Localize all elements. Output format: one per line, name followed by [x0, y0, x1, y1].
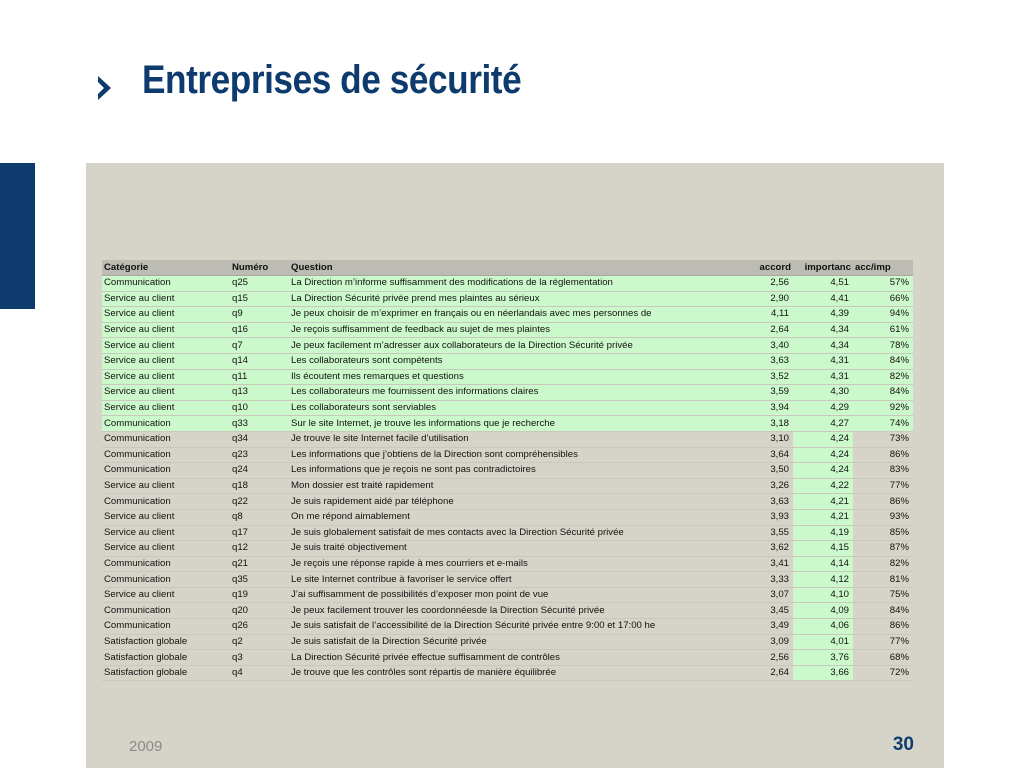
- cell-accord: 3,10: [735, 431, 793, 447]
- cell-numero: q24: [230, 463, 289, 479]
- cell-acc-imp: 92%: [853, 400, 913, 416]
- cell-numero: q3: [230, 650, 289, 666]
- cell-categorie: Service au client: [102, 525, 230, 541]
- cell-importance: 4,12: [793, 572, 853, 588]
- cell-numero: q25: [230, 276, 289, 292]
- cell-question: Les informations que je reçois ne sont pas contradictoires: [289, 463, 735, 479]
- cell-importance: 4,39: [793, 307, 853, 323]
- side-accent-bar: [0, 163, 35, 309]
- table-row: [102, 509, 913, 525]
- cell-accord: 3,26: [735, 478, 793, 494]
- table-row: [102, 385, 913, 401]
- cell-question: Ils écoutent mes remarques et questions: [289, 369, 735, 385]
- cell-question: Les collaborateurs sont serviables: [289, 400, 735, 416]
- cell-categorie: Communication: [102, 603, 230, 619]
- cell-acc-imp: 74%: [853, 416, 913, 432]
- cell-categorie: Service au client: [102, 291, 230, 307]
- cell-categorie: Service au client: [102, 322, 230, 338]
- cell-accord: 3,63: [735, 494, 793, 510]
- cell-numero: q23: [230, 447, 289, 463]
- cell-importance: 4,24: [793, 463, 853, 479]
- cell-question: Je suis traité objectivement: [289, 541, 735, 557]
- cell-question: Les collaborateurs me fournissent des informations claires: [289, 385, 735, 401]
- cell-importance: 3,66: [793, 665, 853, 681]
- cell-numero: q35: [230, 572, 289, 588]
- cell-question: Je suis satisfait de la Direction Sécurité privée: [289, 634, 735, 650]
- cell-numero: q13: [230, 385, 289, 401]
- cell-categorie: Communication: [102, 463, 230, 479]
- cell-question: Je reçois suffisamment de feedback au sujet de mes plaintes: [289, 322, 735, 338]
- cell-acc-imp: 72%: [853, 665, 913, 681]
- cell-accord: 2,56: [735, 650, 793, 666]
- cell-question: Je suis satisfait de l’accessibilité de la Direction Sécurité privée entre 9:00 et 17:00 he: [289, 619, 735, 635]
- table-row: [102, 478, 913, 494]
- cell-categorie: Communication: [102, 619, 230, 635]
- table-row: [102, 494, 913, 510]
- cell-acc-imp: 86%: [853, 619, 913, 635]
- cell-numero: q9: [230, 307, 289, 323]
- cell-accord: 3,52: [735, 369, 793, 385]
- cell-question: Les informations que j’obtiens de la Direction sont compréhensibles: [289, 447, 735, 463]
- cell-accord: 3,59: [735, 385, 793, 401]
- cell-question: Je peux facilement trouver les coordonnéesde la Direction Sécurité privée: [289, 603, 735, 619]
- table-row: [102, 634, 913, 650]
- cell-question: Je peux facilement m’adresser aux collaborateurs de la Direction Sécurité privée: [289, 338, 735, 354]
- cell-importance: 4,29: [793, 400, 853, 416]
- cell-numero: q4: [230, 665, 289, 681]
- cell-importance: 4,41: [793, 291, 853, 307]
- cell-categorie: Service au client: [102, 353, 230, 369]
- table-row: [102, 369, 913, 385]
- cell-accord: 2,64: [735, 322, 793, 338]
- table-body: [102, 276, 913, 681]
- cell-categorie: Service au client: [102, 385, 230, 401]
- cell-question: Les collaborateurs sont compétents: [289, 353, 735, 369]
- table-row: [102, 276, 913, 292]
- cell-categorie: Service au client: [102, 478, 230, 494]
- cell-importance: 4,14: [793, 556, 853, 572]
- cell-accord: 3,64: [735, 447, 793, 463]
- cell-acc-imp: 81%: [853, 572, 913, 588]
- cell-importance: 4,15: [793, 541, 853, 557]
- cell-categorie: Service au client: [102, 509, 230, 525]
- cell-acc-imp: 77%: [853, 478, 913, 494]
- table-row: [102, 525, 913, 541]
- cell-acc-imp: 78%: [853, 338, 913, 354]
- cell-numero: q12: [230, 541, 289, 557]
- cell-importance: 4,21: [793, 509, 853, 525]
- cell-acc-imp: 86%: [853, 494, 913, 510]
- cell-numero: q10: [230, 400, 289, 416]
- cell-question: Je trouve que les contrôles sont répartis de manière équilibrée: [289, 665, 735, 681]
- cell-importance: 4,27: [793, 416, 853, 432]
- cell-question: J’ai suffisamment de possibilités d’exposer mon point de vue: [289, 587, 735, 603]
- cell-numero: q16: [230, 322, 289, 338]
- cell-numero: q33: [230, 416, 289, 432]
- cell-numero: q20: [230, 603, 289, 619]
- cell-question: Mon dossier est traité rapidement: [289, 478, 735, 494]
- cell-question: Sur le site Internet, je trouve les informations que je recherche: [289, 416, 735, 432]
- cell-numero: q14: [230, 353, 289, 369]
- cell-accord: 3,63: [735, 353, 793, 369]
- cell-accord: 3,93: [735, 509, 793, 525]
- cell-question: On me répond aimablement: [289, 509, 735, 525]
- cell-categorie: Service au client: [102, 338, 230, 354]
- cell-numero: q34: [230, 431, 289, 447]
- cell-acc-imp: 82%: [853, 556, 913, 572]
- cell-numero: q19: [230, 587, 289, 603]
- cell-question: Je suis rapidement aidé par téléphone: [289, 494, 735, 510]
- cell-acc-imp: 73%: [853, 431, 913, 447]
- cell-importance: 4,51: [793, 276, 853, 292]
- cell-accord: 3,45: [735, 603, 793, 619]
- cell-importance: 4,19: [793, 525, 853, 541]
- cell-acc-imp: 61%: [853, 322, 913, 338]
- cell-numero: q15: [230, 291, 289, 307]
- cell-acc-imp: 84%: [853, 353, 913, 369]
- cell-accord: 2,64: [735, 665, 793, 681]
- cell-importance: 4,34: [793, 338, 853, 354]
- table-row: [102, 291, 913, 307]
- cell-acc-imp: 57%: [853, 276, 913, 292]
- cell-accord: 2,56: [735, 276, 793, 292]
- table-row: [102, 400, 913, 416]
- table-row: [102, 416, 913, 432]
- cell-accord: 3,55: [735, 525, 793, 541]
- table-row: [102, 603, 913, 619]
- cell-categorie: Service au client: [102, 541, 230, 557]
- cell-categorie: Satisfaction globale: [102, 650, 230, 666]
- cell-accord: 3,09: [735, 634, 793, 650]
- cell-categorie: Communication: [102, 556, 230, 572]
- cell-numero: q22: [230, 494, 289, 510]
- cell-numero: q11: [230, 369, 289, 385]
- cell-categorie: Communication: [102, 416, 230, 432]
- cell-importance: 4,31: [793, 369, 853, 385]
- cell-accord: 3,07: [735, 587, 793, 603]
- cell-acc-imp: 86%: [853, 447, 913, 463]
- cell-accord: 3,49: [735, 619, 793, 635]
- cell-categorie: Satisfaction globale: [102, 665, 230, 681]
- cell-importance: 4,10: [793, 587, 853, 603]
- table-row: [102, 338, 913, 354]
- cell-numero: q26: [230, 619, 289, 635]
- cell-categorie: Service au client: [102, 369, 230, 385]
- cell-numero: q18: [230, 478, 289, 494]
- cell-acc-imp: 85%: [853, 525, 913, 541]
- cell-numero: q21: [230, 556, 289, 572]
- table-row: [102, 665, 913, 681]
- table-row: [102, 650, 913, 666]
- cell-accord: 3,33: [735, 572, 793, 588]
- cell-importance: 4,21: [793, 494, 853, 510]
- cell-acc-imp: 66%: [853, 291, 913, 307]
- cell-categorie: Communication: [102, 431, 230, 447]
- cell-numero: q8: [230, 509, 289, 525]
- header-accord: accord: [735, 260, 793, 276]
- cell-categorie: Communication: [102, 572, 230, 588]
- table-row: [102, 447, 913, 463]
- cell-numero: q7: [230, 338, 289, 354]
- cell-importance: 4,01: [793, 634, 853, 650]
- cell-acc-imp: 94%: [853, 307, 913, 323]
- cell-acc-imp: 82%: [853, 369, 913, 385]
- cell-categorie: Service au client: [102, 587, 230, 603]
- title-bullet-arrow-icon: [98, 76, 111, 100]
- cell-accord: 3,18: [735, 416, 793, 432]
- header-numero: Numéro: [230, 260, 289, 276]
- header-importance: importanc: [793, 260, 853, 276]
- cell-categorie: Service au client: [102, 307, 230, 323]
- cell-question: La Direction Sécurité privée effectue suffisamment de contrôles: [289, 650, 735, 666]
- cell-question: Je peux choisir de m’exprimer en français ou en néerlandais avec mes personnes de: [289, 307, 735, 323]
- table-row: [102, 619, 913, 635]
- header-categorie: Catégorie: [102, 260, 230, 276]
- cell-importance: 3,76: [793, 650, 853, 666]
- cell-accord: 3,41: [735, 556, 793, 572]
- footer-year: 2009: [129, 738, 163, 755]
- header-acc-imp: acc/imp: [853, 260, 913, 276]
- cell-question: La Direction Sécurité privée prend mes plaintes au sérieux: [289, 291, 735, 307]
- cell-importance: 4,30: [793, 385, 853, 401]
- cell-acc-imp: 93%: [853, 509, 913, 525]
- cell-question: La Direction m’informe suffisamment des modifications de la réglementation: [289, 276, 735, 292]
- cell-importance: 4,09: [793, 603, 853, 619]
- cell-importance: 4,24: [793, 447, 853, 463]
- cell-accord: 2,90: [735, 291, 793, 307]
- table-row: [102, 463, 913, 479]
- cell-acc-imp: 87%: [853, 541, 913, 557]
- cell-numero: q2: [230, 634, 289, 650]
- cell-question: Le site Internet contribue à favoriser le service offert: [289, 572, 735, 588]
- table-row: [102, 572, 913, 588]
- slide-title: Entreprises de sécurité: [142, 58, 522, 102]
- cell-acc-imp: 75%: [853, 587, 913, 603]
- cell-accord: 3,50: [735, 463, 793, 479]
- survey-table: [102, 260, 913, 681]
- cell-importance: 4,34: [793, 322, 853, 338]
- cell-categorie: Communication: [102, 494, 230, 510]
- table-row: [102, 541, 913, 557]
- cell-categorie: Communication: [102, 276, 230, 292]
- cell-question: Je suis globalement satisfait de mes contacts avec la Direction Sécurité privée: [289, 525, 735, 541]
- table-row: [102, 431, 913, 447]
- table-row: [102, 322, 913, 338]
- cell-importance: 4,24: [793, 431, 853, 447]
- cell-acc-imp: 84%: [853, 603, 913, 619]
- cell-accord: 3,62: [735, 541, 793, 557]
- header-question: Question: [289, 260, 735, 276]
- table-row: [102, 353, 913, 369]
- table-row: [102, 556, 913, 572]
- table-row: [102, 587, 913, 603]
- cell-acc-imp: 84%: [853, 385, 913, 401]
- cell-importance: 4,06: [793, 619, 853, 635]
- cell-question: Je reçois une réponse rapide à mes courriers et e-mails: [289, 556, 735, 572]
- cell-question: Je trouve le site Internet facile d’utilisation: [289, 431, 735, 447]
- cell-accord: 3,94: [735, 400, 793, 416]
- table-header-row: [102, 260, 913, 276]
- cell-categorie: Service au client: [102, 400, 230, 416]
- cell-acc-imp: 68%: [853, 650, 913, 666]
- cell-importance: 4,22: [793, 478, 853, 494]
- cell-numero: q17: [230, 525, 289, 541]
- cell-importance: 4,31: [793, 353, 853, 369]
- page-number: 30: [892, 734, 914, 755]
- table-row: [102, 307, 913, 323]
- cell-categorie: Communication: [102, 447, 230, 463]
- cell-accord: 3,40: [735, 338, 793, 354]
- cell-categorie: Satisfaction globale: [102, 634, 230, 650]
- cell-acc-imp: 77%: [853, 634, 913, 650]
- cell-accord: 4,11: [735, 307, 793, 323]
- cell-acc-imp: 83%: [853, 463, 913, 479]
